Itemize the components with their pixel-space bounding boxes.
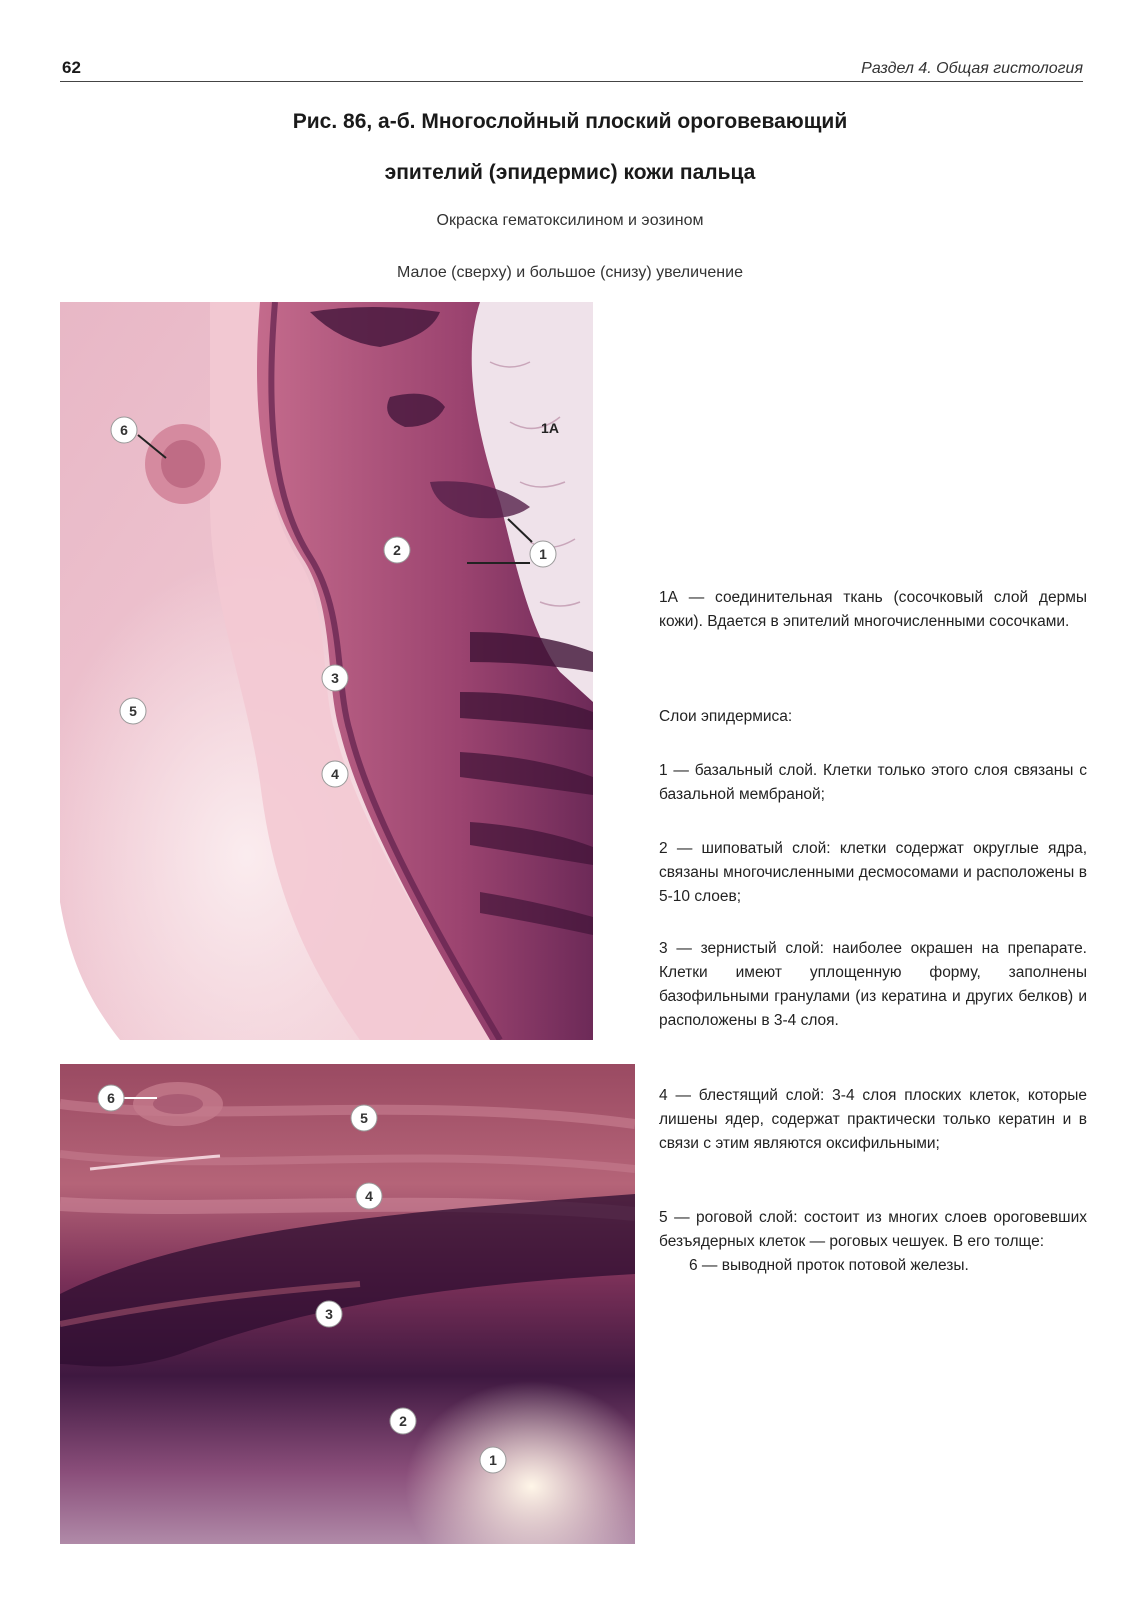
figure-stain: Окраска гематоксилином и эозином: [436, 212, 704, 229]
svg-text:3: 3: [325, 1306, 333, 1322]
svg-text:2: 2: [399, 1413, 407, 1429]
marker-4-bottom: [356, 1183, 382, 1209]
figure-title-line2: эпителий (эпидермис) кожи пальца: [384, 161, 756, 184]
legend-intro-text: 1А — соединительная ткань (сосочковый слой дермы кожи). Вдается в эпителий многочисленными сосочками.: [659, 589, 1087, 630]
marker-3-bottom: [316, 1301, 342, 1327]
legend-item-4: [659, 1084, 1087, 1156]
svg-text:6: 6: [120, 422, 128, 438]
legend-item-2-text: 2 — шиповатый слой: клетки содержат округлые ядра, связаны многочисленными десмосомами и расположены в 5-10 слоев;: [659, 840, 1087, 905]
legend-item-1: [659, 759, 1087, 807]
legend-item-5-text: 5 — роговой слой: состоит из многих слоев ороговевших безъядерных клеток — роговых чешуек. В его толще:: [659, 1209, 1087, 1250]
svg-text:3: 3: [331, 670, 339, 686]
header-rule: [60, 81, 1083, 82]
svg-text:4: 4: [331, 766, 339, 782]
legend-item-3: [659, 937, 1087, 1033]
svg-text:5: 5: [360, 1110, 368, 1126]
micrograph-low-magnification: [60, 302, 593, 1040]
svg-text:1: 1: [489, 1452, 497, 1468]
legend-layers-heading-text: Слои эпидермиса:: [659, 708, 793, 725]
svg-text:1: 1: [539, 546, 547, 562]
legend-item-3-text: 3 — зернистый слой: наиболее окрашен на препарате. Клетки имеют уплощенную форму, заполнены базофильными гранулами (из кератина и других белков) и расположены в 3-4 слоя.: [659, 940, 1087, 1029]
marker-4-top: [322, 761, 348, 787]
legend-item-2: [659, 837, 1087, 909]
section-title: Раздел 4. Общая гистология: [861, 60, 1083, 77]
legend-item-6-text: 6 — выводной проток потовой железы.: [689, 1257, 969, 1274]
figure-title-line1: Рис. 86, а-б. Многослойный плоский ороговевающий: [292, 110, 848, 133]
page-number: 62: [62, 58, 81, 77]
legend-item-5: [659, 1206, 1087, 1278]
legend-item-1-text: 1 — базальный слой. Клетки только этого слоя связаны с базальной мембраной;: [659, 762, 1087, 803]
marker-2-bottom: [390, 1408, 416, 1434]
marker-1-bottom: [480, 1447, 506, 1473]
svg-text:4: 4: [365, 1188, 373, 1204]
svg-text:2: 2: [393, 542, 401, 558]
legend-layers-heading: [659, 705, 1087, 729]
micrograph-high-magnification: [60, 1064, 635, 1544]
marker-1a-top: [541, 420, 559, 436]
marker-2-top: [384, 537, 410, 563]
figure-magnification: Малое (сверху) и большое (снизу) увеличение: [397, 264, 743, 281]
legend-connective-tissue: [659, 586, 1087, 634]
marker-5-bottom: [351, 1105, 377, 1131]
svg-text:6: 6: [107, 1090, 115, 1106]
legend-item-4-text: 4 — блестящий слой: 3-4 слоя плоских клеток, которые лишены ядер, содержат практически только кератин и в связи с этим являются оксифильными;: [659, 1087, 1087, 1152]
marker-3-top: [322, 665, 348, 691]
svg-text:1A: 1A: [541, 420, 559, 436]
svg-text:5: 5: [129, 703, 137, 719]
marker-5-top: [120, 698, 146, 724]
